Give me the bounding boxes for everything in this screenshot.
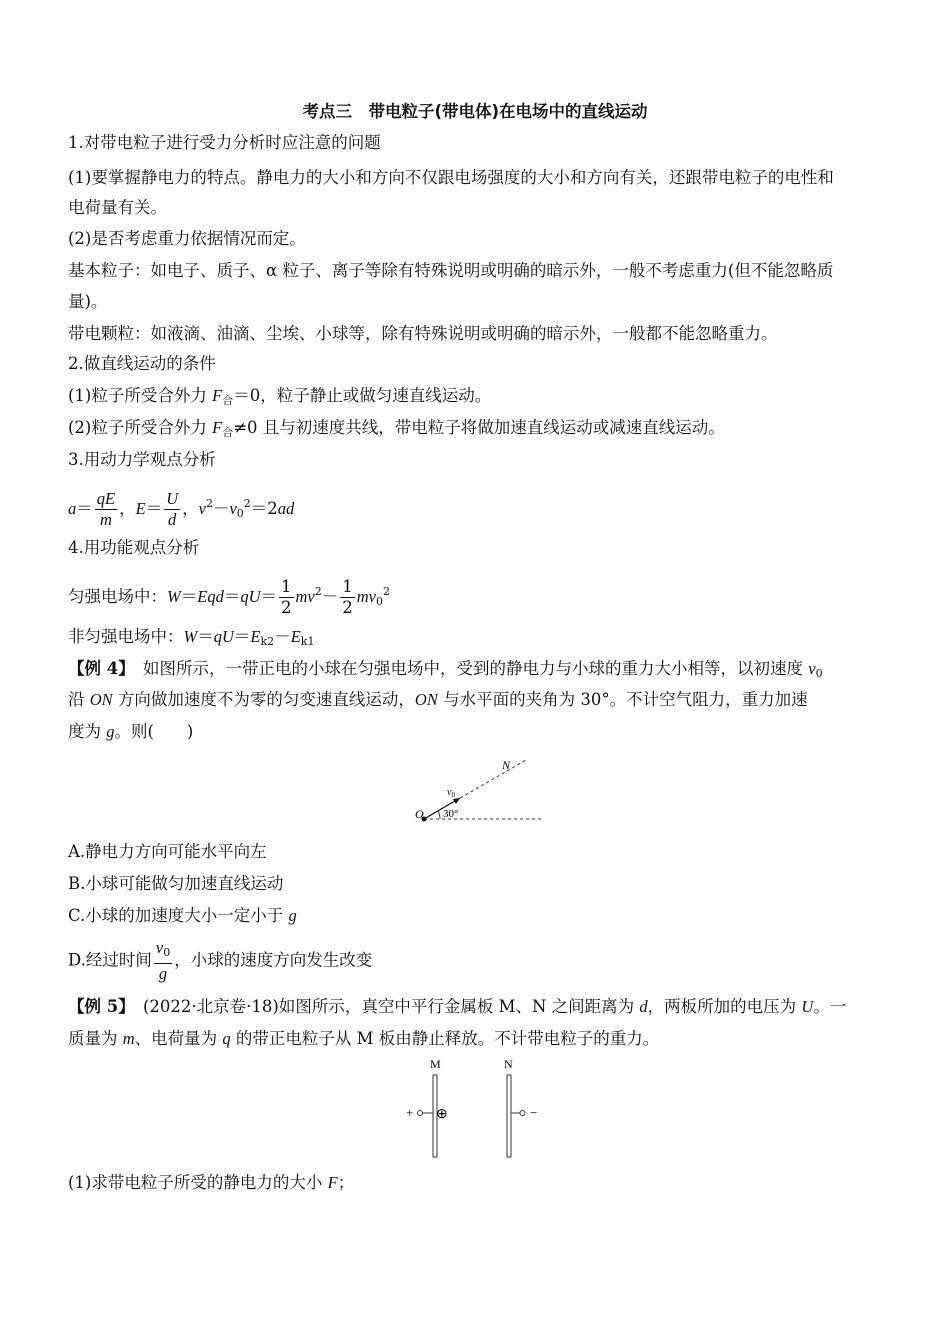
label-O: O bbox=[415, 807, 424, 821]
ex4-option-c: C.小球的加速度大小一定小于 g bbox=[68, 906, 297, 925]
s3-heading: 3.用动力学观点分析 bbox=[68, 450, 216, 469]
terminal-right-icon bbox=[520, 1111, 525, 1116]
plus-terminal: + bbox=[406, 1105, 414, 1120]
s4-nonuniform: 非匀强电场中：$W=qU=E_{k2}-E_{k1}$ bbox=[68, 627, 315, 648]
s4-heading: 4.用功能观点分析 bbox=[68, 538, 200, 557]
label-N: N bbox=[502, 758, 511, 772]
s4-uniform: 匀强电场中：W＝Eqd＝qU＝ $\frac{1}{2}$ $mv^2-$ $\frac{1}{2}$ $mv_0^2$ bbox=[68, 577, 391, 617]
ex4-option-d: D.经过时间 $\frac{v_0}{g}$ ，小球的速度方向发生改变 bbox=[68, 938, 373, 983]
s3-formula: a＝ $\frac{qE}{m}$ ，E＝ $\frac{U}{d}$ ，$v^2-v_0^2=2ad$ bbox=[68, 489, 295, 529]
ex5-figure bbox=[400, 1055, 550, 1163]
ex4-tag: 【例 4】 bbox=[68, 659, 127, 678]
s2-c1: (1)粒子所受合外力 $F_合=0$，粒子静止或做匀速直线运动。 bbox=[68, 386, 492, 407]
minus-terminal: − bbox=[530, 1105, 538, 1120]
s2-heading: 2.做直线运动的条件 bbox=[68, 354, 216, 373]
particle-icon: ⊕ bbox=[436, 1107, 448, 1122]
ex4-line3: 度为 g。则( ) bbox=[68, 722, 194, 741]
ex5-question-1: (1)求带电粒子所受的静电力的大小 F； bbox=[68, 1173, 355, 1192]
ex4-line1: 【例 4】 如图所示，一带正电的小球在匀强电场中，受到的静电力与小球的重力大小相等，以初速度 $v_0$ bbox=[68, 659, 823, 680]
ex5-tag: 【例 5】 bbox=[68, 997, 127, 1016]
ex5-line2: 质量为 m、电荷量为 q 的带正电粒子从 M 板由静止释放。不计带电粒子的重力。 bbox=[68, 1029, 660, 1048]
ex4-figure bbox=[410, 752, 550, 830]
ex5-line1: 【例 5】 (2022·北京卷·18)如图所示，真空中平行金属板 M、N 之间距离为 d，两板所加的电压为 U。一 bbox=[68, 997, 847, 1016]
angle-arc bbox=[438, 811, 440, 819]
ex4-line2: 沿 ON 方向做加速度不为零的匀变速直线运动，ON 与水平面的夹角为 30°。不计空气阻力，重力加速 bbox=[68, 690, 808, 709]
label-angle: 30° bbox=[443, 808, 459, 820]
s1-p3-a: 基本粒子：如电子、质子、α 粒子、离子等除有特殊说明或明确的暗示外，一般不考虑重力(但不能忽略质 bbox=[68, 261, 834, 280]
section-title: 考点三 带电粒子(带电体)在电场中的直线运动 bbox=[302, 102, 648, 121]
s1-heading: 1.对带电粒子进行受力分析时应注意的问题 bbox=[68, 133, 381, 152]
s2-c2: (2)粒子所受合外力 $F_合\ne 0$ 且与初速度共线，带电粒子将做加速直线运动或减速直线运动。 bbox=[68, 418, 725, 439]
s1-p2: (2)是否考虑重力依据情况而定。 bbox=[68, 229, 306, 248]
terminal-left-icon bbox=[418, 1111, 423, 1116]
s1-p1-b: 电荷量有关。 bbox=[68, 198, 167, 217]
plate-label-M: M bbox=[430, 1057, 441, 1071]
s1-p3-b: 量)。 bbox=[68, 292, 108, 311]
ex4-option-a: A.静电力方向可能水平向左 bbox=[68, 842, 267, 861]
s1-p4: 带电颗粒：如液滴、油滴、尘埃、小球等，除有特殊说明或明确的暗示外，一般都不能忽略重力。 bbox=[68, 324, 778, 343]
s1-p1-a: (1)要掌握静电力的特点。静电力的大小和方向不仅跟电场强度的大小和方向有关，还跟带电粒子的电性和 bbox=[68, 168, 834, 187]
plate-N bbox=[507, 1075, 511, 1157]
plate-label-N: N bbox=[504, 1057, 513, 1071]
ex4-option-b: B.小球可能做匀加速直线运动 bbox=[68, 874, 284, 893]
label-v0: $v_0$ bbox=[447, 787, 455, 799]
